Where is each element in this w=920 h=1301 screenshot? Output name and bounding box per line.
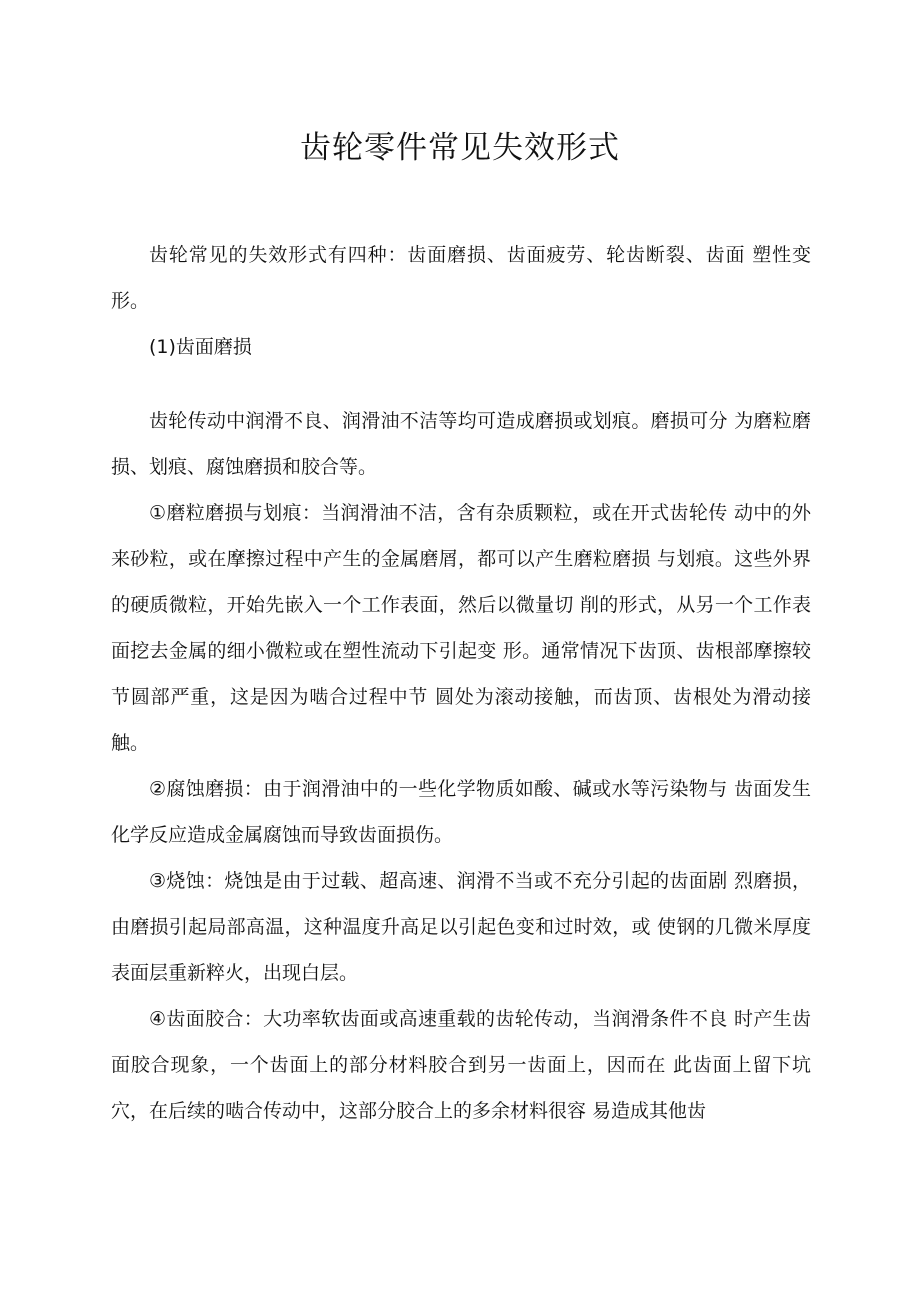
spacer (111, 370, 811, 398)
corrosive-wear-paragraph: ②腐蚀磨损：由于润滑油中的一些化学物质如酸、碱或水等污染物与 齿面发生化学反应造成金属腐蚀而导致齿面损伤。 (111, 778, 811, 846)
section-heading-wear: (1)齿面磨损 (149, 336, 252, 358)
page-title: 齿轮零件常见失效形式 (300, 130, 620, 166)
wear-overview-paragraph: 齿轮传动中润滑不良、润滑油不洁等均可造成磨损或划痕。磨损可分 为磨粒磨损、划痕、腐蚀磨损和胶合等。 (111, 410, 811, 478)
intro-paragraph: 齿轮常见的失效形式有四种：齿面磨损、齿面疲劳、轮齿断裂、齿面 塑性变形。 (111, 244, 811, 312)
document-body (111, 232, 811, 1134)
abrasive-wear-paragraph: ①磨粒磨损与划痕：当润滑油不洁，含有杂质颗粒，或在开式齿轮传 动中的外来砂粒，或在摩擦过程中产生的金属磨屑，都可以产生磨粒磨损 与划痕。这些外界的硬质微粒，开始先嵌入一个工作表面，然后以微量切 削的形式，从另一个工作表面挖去金属的细小微粒或在塑性流动下引起变 形。通常情况下齿顶、齿根部摩擦较节圆部严重，这是因为啮合过程中节 圆处为滚动接触，而齿顶、齿根处为滑动接触。 (111, 502, 811, 754)
scoring-paragraph: ③烧蚀：烧蚀是由于过载、超高速、润滑不当或不充分引起的齿面剧 烈磨损，由磨损引起局部高温，这种温度升高足以引起色变和过时效，或 使钢的几微米厚度表面层重新粹火，出现白层。 (111, 870, 811, 984)
gluing-paragraph: ④齿面胶合：大功率软齿面或高速重载的齿轮传动，当润滑条件不良 时产生齿面胶合现象，一个齿面上的部分材料胶合到另一齿面上，因而在 此齿面上留下坑穴，在后续的啮合传动中，这部分胶合上的多余材料很容 易造成其他齿 (111, 1008, 811, 1122)
